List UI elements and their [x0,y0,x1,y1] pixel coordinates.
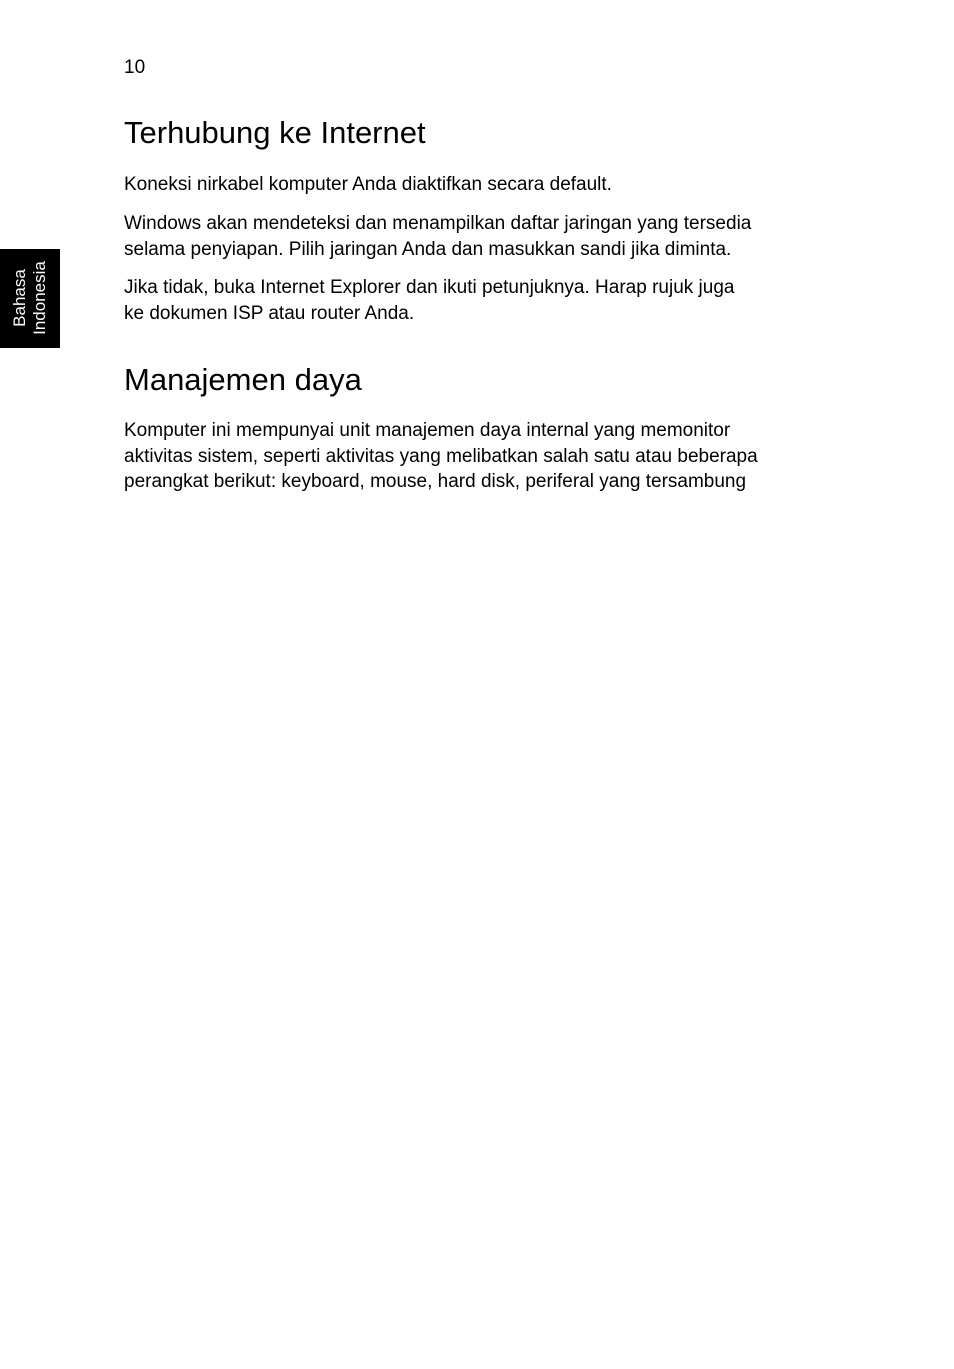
text-line: perangkat berikut: keyboard, mouse, hard disk, periferal yang tersambung [124,471,747,492]
language-side-tab [0,249,60,348]
page-number: 10 [124,57,146,78]
paragraph-windows-networks [124,211,814,262]
language-side-tab-label [10,261,50,335]
text-line: Komputer ini mempunyai unit manajemen daya internal yang memonitor [124,420,731,441]
paragraph-power-management [124,418,814,495]
text-line: Windows akan mendeteksi dan menampilkan daftar jaringan yang tersedia [124,213,752,234]
text-line: selama penyiapan. Pilih jaringan Anda dan masukkan sandi jika diminta. [124,238,732,260]
section-heading-internet: Terhubung ke Internet [124,115,426,150]
text-line: Koneksi nirkabel komputer Anda diaktifkan secara default. [124,174,612,195]
language-tab-line-1: Bahasa [10,269,29,327]
paragraph-internet-explorer [124,275,814,326]
text-line: Jika tidak, buka Internet Explorer dan ikuti petunjuknya. Harap rujuk juga [124,277,735,298]
section-heading-power-management: Manajemen daya [124,362,362,397]
text-line: aktivitas sistem, seperti aktivitas yang melibatkan salah satu atau beberapa [124,445,758,467]
text-line: ke dokumen ISP atau router Anda. [124,302,415,324]
paragraph-wireless [124,172,814,198]
language-tab-line-2: Indonesia [30,261,49,335]
